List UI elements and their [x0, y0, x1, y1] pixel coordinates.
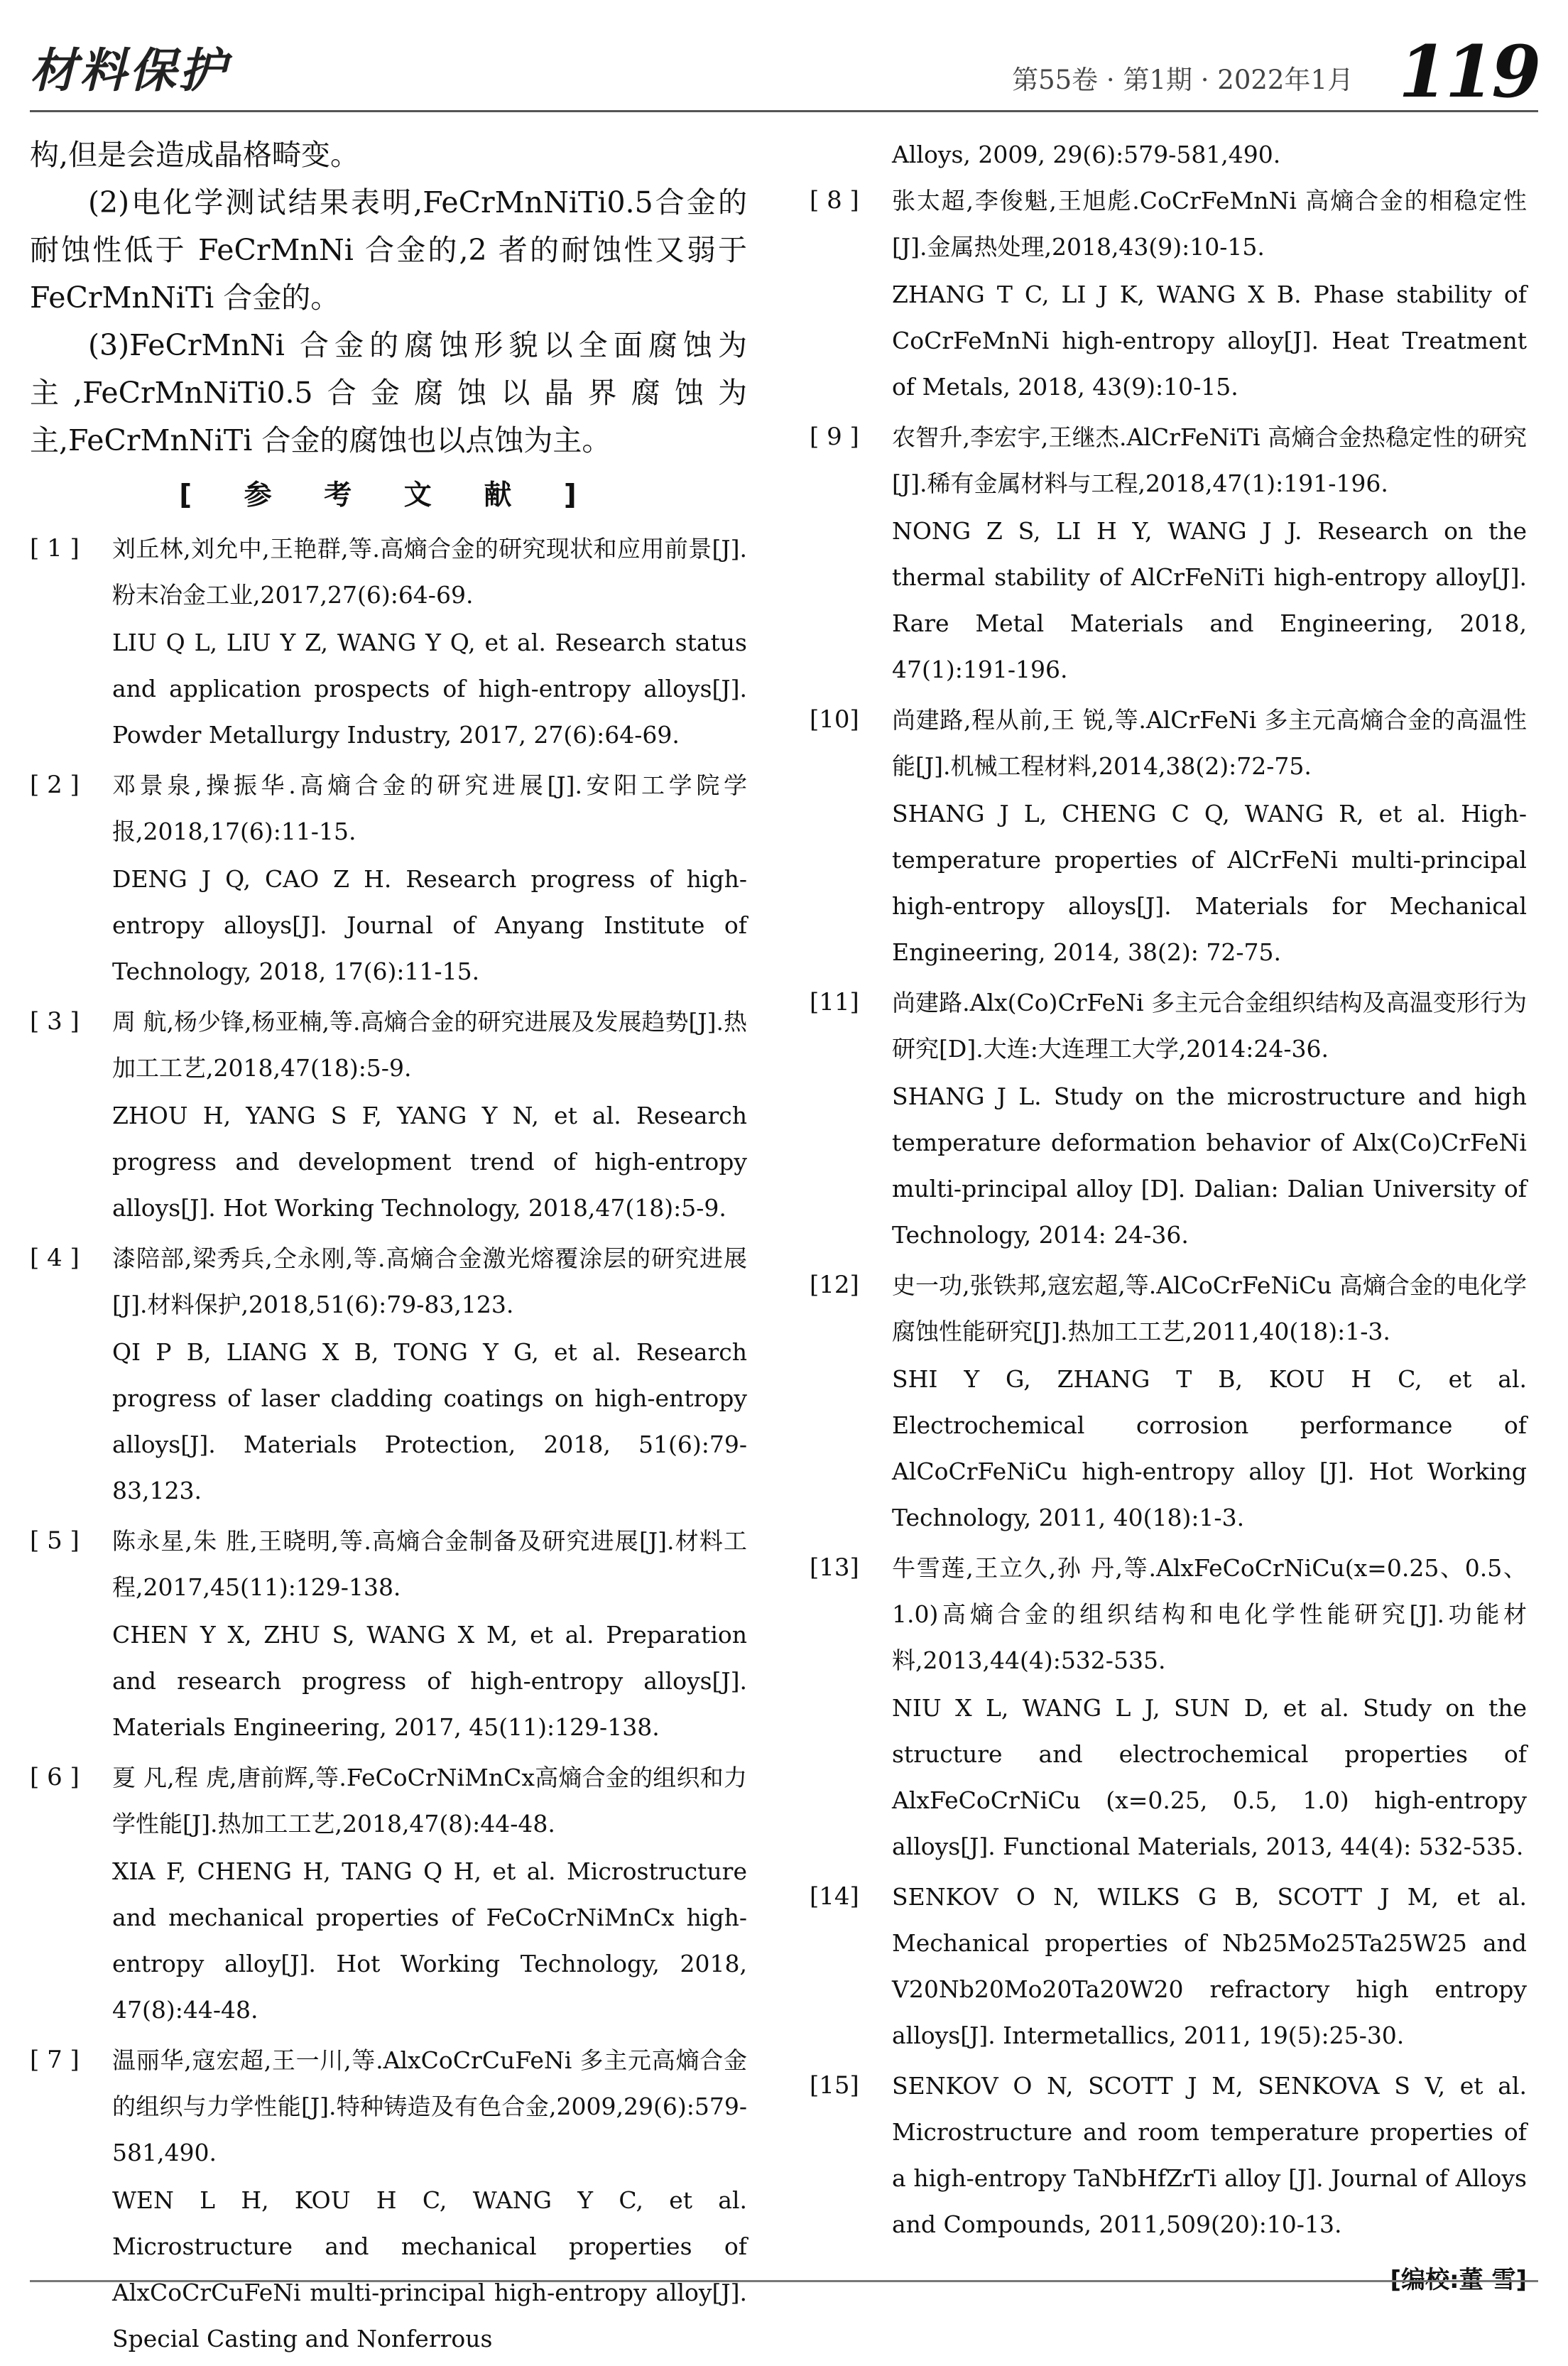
reference-en: NIU X L, WANG L J, SUN D, et al. Study on the structure and electrochemical properties of AlxFeCoCrNiCu (x=0.25, 0.5, 1.0) high-entropy alloys[J]. Functional Materials, 2013, 44(4): 532-535. — [892, 1694, 1527, 1860]
right-column — [810, 131, 1527, 2295]
reference-item — [810, 2063, 1527, 2247]
reference-number: [11] — [810, 988, 859, 1016]
reference-number: [ 6 ] — [30, 1763, 80, 1791]
reference-en: SENKOV O N, WILKS G B, SCOTT J M, et al. Mechanical properties of Nb25Mo25Ta25W25 and V20Nb20Mo20Ta20W20 refractory high entropy alloys[J]. Intermetallics, 2011, 19(5):25-30. — [892, 1883, 1527, 2049]
reference-item — [30, 1235, 747, 1514]
reference-item — [810, 1874, 1527, 2058]
reference-item — [30, 762, 747, 994]
reference-en: NONG Z S, LI H Y, WANG J J. Research on the thermal stability of AlCrFeNiTi high-entropy alloy[J]. Rare Metal Materials and Engineering, 2018, 47(1):191-196. — [892, 517, 1527, 683]
reference-en: QI P B, LIANG X B, TONG Y G, et al. Research progress of laser cladding coatings on high-entropy alloys[J]. Materials Protection, 2018, 51(6):79-83,123. — [112, 1338, 747, 1504]
page-number: 119 — [1398, 30, 1538, 114]
reference-number: [12] — [810, 1271, 859, 1299]
footer-divider — [30, 2280, 1538, 2282]
reference-cn: 张太超,李俊魁,王旭彪.CoCrFeMnNi 高熵合金的相稳定性[J].金属热处理,2018,43(9):10-15. — [892, 187, 1527, 261]
reference-en: LIU Q L, LIU Y Z, WANG Y Q, et al. Research status and application prospects of high-entropy alloys[J]. Powder Metallurgy Industry, 2017, 27(6):64-69. — [112, 629, 747, 749]
reference-item — [30, 1518, 747, 1750]
reference-cn: 史一功,张铁邦,寇宏超,等.AlCoCrFeNiCu 高熵合金的电化学腐蚀性能研究[J].热加工工艺,2011,40(18):1-3. — [892, 1271, 1527, 1345]
reference-cn: 农智升,李宏宇,王继杰.AlCrFeNiTi 高熵合金热稳定性的研究[J].稀有金属材料与工程,2018,47(1):191-196. — [892, 423, 1527, 497]
reference-cn: 尚建路.Alx(Co)CrFeNi 多主元合金组织结构及高温变形行为研究[D].大连:大连理工大学,2014:24-36. — [892, 989, 1527, 1063]
reference-en: SHI Y G, ZHANG T B, KOU H C, et al. Electrochemical corrosion performance of AlCoCrFeNiCu high-entropy alloy [J]. Hot Working Technology, 2011, 40(18):1-3. — [892, 1365, 1527, 1531]
body-paragraph: 构,但是会造成晶格畸变。 — [30, 138, 360, 172]
conclusion-3: (3)FeCrMnNi 合金的腐蚀形貌以全面腐蚀为主,FeCrMnNiTi0.5合金腐蚀以晶界腐蚀为主,FeCrMnNiTi 合金的腐蚀也以点蚀为主。 — [30, 328, 747, 457]
reference-item — [30, 1754, 747, 2033]
reference-cn: 漆陪部,梁秀兵,仝永刚,等.高熵合金激光熔覆涂层的研究进展[J].材料保护,2018,51(6):79-83,123. — [112, 1244, 747, 1318]
reference-item — [30, 526, 747, 758]
left-column — [30, 131, 747, 2366]
reference-en-continued: Alloys, 2009, 29(6):579-581,490. — [892, 141, 1281, 168]
reference-item — [810, 1545, 1527, 1870]
reference-number: [ 9 ] — [810, 423, 859, 451]
reference-number: [ 2 ] — [30, 771, 80, 799]
reference-item — [30, 2037, 747, 2362]
reference-en: WEN L H, KOU H C, WANG Y C, et al. Microstructure and mechanical properties of AlxCoCrCuFeNi multi-principal high-entropy alloy[J]. Special Casting and Nonferrous — [112, 2186, 747, 2353]
reference-cn: 陈永星,朱 胜,王晓明,等.高熵合金制备及研究进展[J].材料工程,2017,45(11):129-138. — [112, 1527, 747, 1601]
reference-cn: 邓景泉,操振华.高熵合金的研究进展[J].安阳工学院学报,2018,17(6):11-15. — [112, 771, 747, 845]
reference-en: ZHANG T C, LI J K, WANG X B. Phase stability of CoCrFeMnNi high-entropy alloy[J]. Heat Treatment of Metals, 2018, 43(9):10-15. — [892, 281, 1527, 401]
reference-item — [30, 999, 747, 1231]
reference-cn: 尚建路,程从前,王 锐,等.AlCrFeNi 多主元高熵合金的高温性能[J].机械工程材料,2014,38(2):72-75. — [892, 706, 1527, 780]
reference-number: [ 8 ] — [810, 186, 859, 215]
reference-number: [ 3 ] — [30, 1007, 80, 1036]
reference-cn: 刘丘林,刘允中,王艳群,等.高熵合金的研究现状和应用前景[J].粉末冶金工业,2017,27(6):64-69. — [112, 535, 747, 609]
reference-item — [810, 1262, 1527, 1541]
reference-item — [810, 697, 1527, 975]
issue-info: 第55卷 · 第1期 · 2022年1月 — [1012, 65, 1354, 95]
conclusion-2: (2)电化学测试结果表明,FeCrMnNiTi0.5合金的耐蚀性低于 FeCrMnNi 合金的,2 者的耐蚀性又弱于 FeCrMnNiTi 合金的。 — [30, 185, 747, 315]
reference-cn: 周 航,杨少锋,杨亚楠,等.高熵合金的研究进展及发展趋势[J].热加工工艺,2018,47(18):5-9. — [112, 1008, 747, 1082]
reference-number: [14] — [810, 1882, 859, 1911]
reference-continuation — [810, 131, 1527, 178]
reference-en: XIA F, CHENG H, TANG Q H, et al. Microstructure and mechanical properties of FeCoCrNiMnCx high-entropy alloy[J]. Hot Working Technology, 2018, 47(8):44-48. — [112, 1857, 747, 2024]
reference-item — [810, 178, 1527, 410]
header-divider — [30, 110, 1538, 112]
reference-en: SENKOV O N, SCOTT J M, SENKOVA S V, et al. Microstructure and room temperature properties of a high-entropy TaNbHfZrTi alloy [J]. Journal of Alloys and Compounds, 2011,509(20):10-13. — [892, 2072, 1527, 2238]
reference-number: [15] — [810, 2071, 859, 2100]
reference-cn: 温丽华,寇宏超,王一川,等.AlxCoCrCuFeNi 多主元高熵合金的组织与力学性能[J].特种铸造及有色合金,2009,29(6):579-581,490. — [112, 2046, 747, 2166]
reference-cn: 牛雪莲,王立久,孙 丹,等.AlxFeCoCrNiCu(x=0.25、0.5、1.0)高熵合金的组织结构和电化学性能研究[J].功能材料,2013,44(4):532-535. — [892, 1554, 1527, 1674]
reference-number: [ 1 ] — [30, 534, 80, 563]
reference-number: [ 7 ] — [30, 2046, 80, 2074]
reference-en: DENG J Q, CAO Z H. Research progress of high-entropy alloys[J]. Journal of Anyang Institute of Technology, 2018, 17(6):11-15. — [112, 865, 747, 985]
reference-number: [13] — [810, 1553, 859, 1582]
reference-cn: 夏 凡,程 虎,唐前辉,等.FeCoCrNiMnCx高熵合金的组织和力学性能[J].热加工工艺,2018,47(8):44-48. — [112, 1764, 747, 1838]
reference-item — [810, 979, 1527, 1258]
reference-item — [810, 414, 1527, 693]
reference-en: ZHOU H, YANG S F, YANG Y N, et al. Research progress and development trend of high-entropy alloys[J]. Hot Working Technology, 2018,47(18):5-9. — [112, 1102, 747, 1222]
reference-number: [10] — [810, 705, 859, 734]
references-heading: [ 参 考 文 献 ] — [179, 479, 598, 511]
reference-number: [ 4 ] — [30, 1244, 80, 1272]
reference-en: SHANG J L, CHENG C Q, WANG R, et al. High-temperature properties of AlCrFeNi multi-principal high-entropy alloys[J]. Materials for Mechanical Engineering, 2014, 38(2): 72-75. — [892, 800, 1527, 966]
reference-en: CHEN Y X, ZHU S, WANG X M, et al. Preparation and research progress of high-entropy alloys[J]. Materials Engineering, 2017, 45(11):129-138. — [112, 1621, 747, 1741]
reference-en: SHANG J L. Study on the microstructure and high temperature deformation behavior of Alx(Co)CrFeNi multi-principal alloy [D]. Dalian: Dalian University of Technology, 2014: 24-36. — [892, 1082, 1527, 1249]
reference-number: [ 5 ] — [30, 1526, 80, 1555]
page-header — [30, 30, 1538, 114]
journal-logo: 材料保护 — [30, 43, 229, 98]
editor-note: [编校:董 雪] — [1390, 2266, 1527, 2294]
